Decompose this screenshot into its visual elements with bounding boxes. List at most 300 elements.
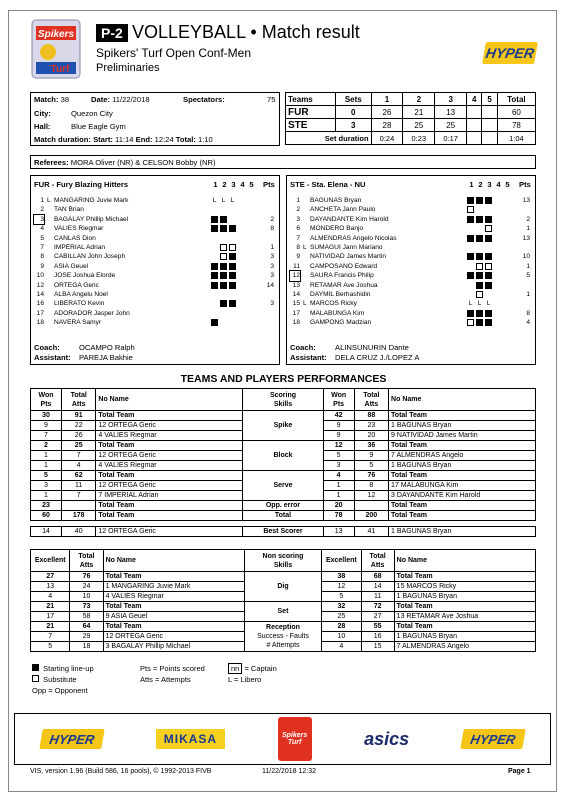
won-points-a: 9 [31, 421, 62, 431]
set-participation [467, 319, 510, 326]
player-name: ALBA Angelu Noel [54, 290, 108, 298]
total-attempts-a: 11 [61, 481, 95, 491]
empty-set-cell [503, 244, 510, 251]
best-scorer-label: Best Scorer [243, 527, 323, 537]
total-attempts-b: 72 [361, 602, 394, 612]
empty-set-cell [467, 291, 474, 298]
perf-header-skill: Scoring Skills [243, 389, 323, 411]
empty-set-cell [503, 310, 510, 317]
match-date: 11/22/2018 [112, 95, 150, 104]
team-b-title: STE - Sta. Elena - NU [290, 180, 366, 189]
sponsor-hyper-logo: HYPER [39, 729, 105, 749]
player-number: 18 [36, 319, 44, 327]
total-attempts-b: 20 [354, 431, 388, 441]
player-name-b: 1 BAGUNAS Bryan [394, 632, 535, 642]
total-attempts-b: 15 [361, 642, 394, 652]
empty-set-cell [494, 282, 501, 289]
player-name-a: Total Team [96, 411, 243, 421]
player-name-a: Total Team [103, 602, 244, 612]
player-row [290, 196, 534, 205]
won-points-b: 38 [322, 572, 361, 582]
player-number: 12 [290, 271, 300, 280]
empty-set-cell [247, 300, 254, 307]
set-participation [211, 310, 254, 317]
perf-header-att: Total Atts [70, 550, 103, 572]
player-name-b: Total Team [394, 572, 535, 582]
empty-set-cell [211, 253, 218, 260]
won-points-b: 5 [322, 592, 361, 602]
libero-mark: L [221, 197, 226, 204]
player-name: SAURA Francis Philip [310, 272, 374, 280]
player-points: 2 [526, 215, 530, 223]
empty-set-cell [485, 244, 492, 251]
starting-square-icon [211, 225, 218, 232]
empty-set-cell [503, 319, 510, 326]
player-points: 1 [270, 243, 274, 251]
player-row [34, 309, 278, 318]
won-points-b: 78 [323, 511, 354, 521]
best-scorer-row [31, 527, 536, 537]
set-header: 5 [249, 180, 254, 189]
player-row [34, 205, 278, 214]
empty-set-cell [503, 282, 510, 289]
substitute-square-icon [476, 263, 483, 270]
player-number: 11 [293, 262, 300, 270]
total-attempts-a: 10 [70, 592, 103, 602]
won-points-b: 12 [323, 441, 354, 451]
player-number: 2 [40, 206, 44, 214]
player-row [34, 224, 278, 233]
perf-row [31, 572, 536, 582]
total-attempts-b: 14 [361, 582, 394, 592]
player-number: 17 [292, 309, 300, 317]
won-points-a: 4 [31, 592, 70, 602]
empty-set-cell [503, 235, 510, 242]
best-name-b: 1 BAGUNAS Bryan [389, 527, 536, 537]
player-row [34, 281, 278, 290]
won-points-a: 7 [31, 632, 70, 642]
player-name-a: Total Team [103, 622, 244, 632]
total-attempts-b: 9 [354, 451, 388, 461]
player-name: NATIVIDAD James Martin [310, 253, 387, 261]
won-points-a: 2 [31, 441, 62, 451]
best-won-b: 13 [323, 527, 354, 537]
total-attempts-a: 4 [61, 461, 95, 471]
player-name-b: Total Team [394, 622, 535, 632]
player-row [290, 299, 534, 308]
empty-set-cell [238, 206, 245, 213]
set-header: 5 [505, 180, 510, 189]
report-code-badge: P-2 [96, 24, 128, 42]
starting-square-icon [467, 235, 474, 242]
empty-set-cell [503, 263, 510, 270]
footer-version: VIS, version 1.96 (Build 586, 16 pools), © 1992-2013 FIVB [30, 768, 212, 775]
empty-set-cell [229, 291, 236, 298]
starting-square-icon [476, 235, 483, 242]
player-name-b: 7 ALMENDRAS Angelo [394, 642, 535, 652]
player-name: IMPERIAL Adrian [54, 243, 106, 251]
total-attempts-b: 12 [354, 491, 388, 501]
empty-set-cell [247, 253, 254, 260]
substitute-square-icon [32, 675, 39, 682]
perf-row [31, 501, 536, 511]
total-attempts-b [354, 501, 388, 511]
empty-set-cell [211, 206, 218, 213]
starting-square-icon [220, 225, 227, 232]
empty-set-cell [485, 206, 492, 213]
empty-set-cell [494, 206, 501, 213]
perf-header-name: No Name [394, 550, 535, 572]
set-participation [211, 216, 254, 223]
match-hall: Blue Eagle Gym [71, 122, 126, 131]
player-name: ASIA Geuel [54, 262, 89, 270]
set-header: 4 [496, 180, 501, 189]
player-name: RETAMAR Ave Joshua [310, 281, 378, 289]
set-participation [211, 263, 254, 270]
sponsors-bar [14, 713, 551, 765]
empty-set-cell [247, 206, 254, 213]
total-attempts-a: 25 [61, 441, 95, 451]
competition-phase: Preliminaries [96, 62, 160, 74]
won-points-a: 17 [31, 612, 70, 622]
player-name-b: 3 DAYANDANTE Kim Harold [389, 491, 536, 501]
player-number: 8 [40, 253, 44, 261]
perf-header-name: No Name [389, 389, 536, 411]
player-row [34, 299, 278, 308]
won-points-a: 1 [31, 491, 62, 501]
competition-name: Spikers' Turf Open Conf-Men [96, 46, 252, 60]
won-points-b: 12 [322, 582, 361, 592]
empty-set-cell [238, 282, 245, 289]
player-name-a: 9 ASIA Geuel [103, 612, 244, 622]
starting-square-icon [467, 310, 474, 317]
player-number: 12 [36, 281, 44, 289]
perf-row [31, 411, 536, 421]
starting-square-icon [211, 282, 218, 289]
player-number: 13 [292, 281, 300, 289]
won-points-b: 28 [322, 622, 361, 632]
player-name-a: 4 VALIES Riegmar [96, 431, 243, 441]
won-points-b: 10 [322, 632, 361, 642]
footer-timestamp: 11/22/2018 12:32 [262, 768, 316, 775]
nonscoring-skills-table [30, 549, 536, 652]
perf-row [31, 602, 536, 612]
empty-set-cell [238, 197, 245, 204]
perf-row [31, 441, 536, 451]
empty-set-cell [211, 244, 218, 251]
set-participation [211, 225, 254, 232]
empty-set-cell [220, 235, 227, 242]
set-participation [211, 206, 254, 213]
empty-set-cell [238, 272, 245, 279]
empty-set-cell [229, 206, 236, 213]
set-participation [211, 300, 254, 307]
legend-starting: Starting line-up [32, 664, 94, 673]
empty-set-cell [467, 282, 474, 289]
team-b-coach: ALINSUNURIN Dante [335, 343, 409, 352]
player-row [290, 243, 534, 252]
won-points-b: 20 [323, 501, 354, 511]
player-name-a: 12 ORTEGA Geric [96, 451, 243, 461]
player-name-a: 12 ORTEGA Geric [96, 421, 243, 431]
player-name-b: 9 NATIVIDAD James Martin [389, 431, 536, 441]
total-attempts-b: 36 [354, 441, 388, 451]
libero-flag: L [303, 243, 307, 251]
empty-set-cell [247, 235, 254, 242]
empty-set-cell [247, 319, 254, 326]
player-number: 1 [40, 197, 44, 204]
starting-square-icon [485, 253, 492, 260]
substitute-square-icon [485, 263, 492, 270]
svg-text:Spikers: Spikers [37, 29, 75, 40]
set-participation [211, 197, 254, 204]
player-name-b: Total Team [389, 511, 536, 521]
empty-set-cell [238, 263, 245, 270]
starting-square-icon [220, 216, 227, 223]
player-name-b: 1 BAGUNAS Bryan [394, 592, 535, 602]
team-a-coach: OCAMPO Ralph [79, 343, 135, 352]
won-points-a: 1 [31, 461, 62, 471]
player-name: DAYANDANTE Kim Harold [310, 215, 389, 223]
player-points: 8 [270, 225, 274, 233]
total-attempts-b: 11 [361, 592, 394, 602]
player-number: 7 [296, 234, 300, 242]
won-points-a: 21 [31, 622, 70, 632]
won-points-b: 4 [322, 642, 361, 652]
total-attempts-b: 27 [361, 612, 394, 622]
empty-set-cell [485, 291, 492, 298]
starting-square-icon [229, 263, 236, 270]
player-row [34, 262, 278, 271]
set-participation [467, 291, 510, 298]
starting-square-icon [211, 263, 218, 270]
player-name: CABILLAN John Joseph [54, 253, 126, 261]
player-number: 4 [40, 225, 44, 233]
empty-set-cell [503, 225, 510, 232]
player-number: 7 [40, 243, 44, 251]
set-header: 3 [231, 180, 236, 189]
sponsor-mikasa-logo: MIKASA [156, 729, 225, 749]
empty-set-cell [247, 272, 254, 279]
empty-set-cell [211, 291, 218, 298]
empty-set-cell [503, 253, 510, 260]
total-attempts-a: 7 [61, 451, 95, 461]
empty-set-cell [247, 216, 254, 223]
won-points-b: 5 [323, 451, 354, 461]
empty-set-cell [238, 225, 245, 232]
total-attempts-a: 24 [70, 582, 103, 592]
player-name-a: 4 VALIES Riegmar [96, 461, 243, 471]
empty-set-cell [503, 197, 510, 204]
total-attempts-b: 200 [354, 511, 388, 521]
perf-row [31, 471, 536, 481]
starting-square-icon [485, 282, 492, 289]
starting-square-icon [476, 282, 483, 289]
empty-set-cell [238, 319, 245, 326]
team-a-assistant: PAREJA Bakhie [79, 353, 133, 362]
total-attempts-a: 7 [61, 491, 95, 501]
set-participation [211, 244, 254, 251]
best-att-b: 41 [354, 527, 388, 537]
player-name: CAMPOSANO Edward [310, 262, 378, 270]
player-number: 16 [36, 300, 44, 308]
won-points-b: 42 [323, 411, 354, 421]
player-number: 15 [292, 300, 300, 308]
player-row [34, 318, 278, 327]
total-attempts-a: 29 [70, 632, 103, 642]
empty-set-cell [220, 319, 227, 326]
skill-name: Set [244, 602, 321, 622]
starting-square-icon [485, 235, 492, 242]
player-name: MANGARING Juvie Mark [54, 197, 129, 204]
starting-square-icon [220, 272, 227, 279]
skill-name: Serve [243, 471, 323, 501]
total-attempts-a: 91 [61, 411, 95, 421]
empty-set-cell [494, 225, 501, 232]
total-attempts-a: 26 [61, 431, 95, 441]
player-row [290, 215, 534, 224]
player-row [290, 309, 534, 318]
empty-set-cell [211, 235, 218, 242]
starting-square-icon [220, 282, 227, 289]
empty-set-cell [494, 244, 501, 251]
won-points-a: 7 [31, 431, 62, 441]
empty-set-cell [494, 216, 501, 223]
starting-square-icon [485, 272, 492, 279]
libero-mark: L [486, 300, 491, 308]
skill-name: Total [243, 511, 323, 521]
player-number: 18 [292, 319, 300, 327]
set-participation [467, 253, 510, 260]
set-participation [467, 225, 510, 232]
empty-set-cell [229, 310, 236, 317]
total-attempts-b: 16 [361, 632, 394, 642]
empty-set-cell [229, 235, 236, 242]
player-name-a: 3 BAGALAY Phillip Michael [103, 642, 244, 652]
team-a-title: FUR - Fury Blazing Hitters [34, 180, 129, 189]
team-b-assistant: DELA CRUZ J./LOPEZ A [335, 353, 420, 362]
referees-box: Referees: MORA Oliver (NR) & CELSON Bobby (NR) [30, 155, 536, 169]
starting-square-icon [229, 225, 236, 232]
skill-name: Opp. error [243, 501, 323, 511]
player-name-a: Total Team [103, 572, 244, 582]
total-attempts-b: 88 [354, 411, 388, 421]
empty-set-cell [476, 206, 483, 213]
perf-header-won: Excellent [322, 550, 361, 572]
won-points-b: 1 [323, 491, 354, 501]
empty-set-cell [229, 319, 236, 326]
empty-set-cell [247, 244, 254, 251]
empty-set-cell [247, 225, 254, 232]
best-name-a: 12 ORTEGA Geric [96, 527, 243, 537]
empty-set-cell [503, 216, 510, 223]
player-name: ANCHETA Jann Paulo [310, 206, 376, 214]
perf-header-row [31, 389, 536, 411]
won-points-a: 27 [31, 572, 70, 582]
skill-label: Reception [266, 624, 300, 631]
perf-header-row [31, 550, 536, 572]
legend-captain: nn = Captain [228, 664, 277, 673]
player-name-a: Total Team [96, 511, 243, 521]
player-row [34, 243, 278, 252]
empty-set-cell [503, 206, 510, 213]
set-participation [467, 310, 510, 317]
starting-square-icon [485, 216, 492, 223]
set-header: 1 [469, 180, 474, 189]
player-name: MONDERO Banjo [310, 225, 364, 233]
perf-header-won: Excellent [31, 550, 70, 572]
player-name: BAGUNAS Bryan [310, 197, 362, 204]
player-name-b: Total Team [389, 471, 536, 481]
player-name-b: Total Team [394, 602, 535, 612]
set-participation [211, 235, 254, 242]
player-number: 2 [296, 206, 300, 214]
player-number: 9 [40, 262, 44, 270]
empty-set-cell [211, 310, 218, 317]
legend-opponent: Opp = Opponent [32, 686, 88, 695]
total-attempts-a: 22 [61, 421, 95, 431]
won-points-a: 1 [31, 451, 62, 461]
won-points-b: 4 [323, 471, 354, 481]
player-number: 5 [40, 234, 44, 242]
empty-set-cell [229, 216, 236, 223]
empty-set-cell [238, 291, 245, 298]
referees-names: MORA Oliver (NR) & CELSON Bobby (NR) [70, 158, 216, 167]
player-row [290, 224, 534, 233]
player-points: 13 [522, 197, 530, 204]
player-name: LIBERATO Kevin [54, 300, 105, 308]
set-participation [467, 197, 510, 204]
empty-set-cell [494, 197, 501, 204]
starting-square-icon [229, 300, 236, 307]
player-name: TAN Brian [54, 206, 84, 214]
player-name: ADORADOR Jasper John [54, 309, 130, 317]
set-participation [211, 253, 254, 260]
score-row-ste: STE 3 28 25 25 78 [286, 119, 536, 132]
empty-set-cell [494, 235, 501, 242]
starting-square-icon [485, 310, 492, 317]
empty-set-cell [494, 253, 501, 260]
substitute-square-icon [229, 244, 236, 251]
set-participation [467, 272, 510, 279]
player-number: 17 [36, 309, 44, 317]
won-points-a: 5 [31, 642, 70, 652]
player-name-b: 7 ALMENDRAS Angelo [389, 451, 536, 461]
skill-name: Block [243, 441, 323, 471]
player-points: 5 [526, 272, 530, 280]
set-participation [467, 300, 510, 307]
match-info-box: Match: 38 Date: 11/22/2018 Spectators: 75 City: Quezon City Hall: Blue Eagle Gym Match duration: Start: 11:14 End: 12:24 Total: 1:10 [30, 92, 280, 146]
player-name: CANLAS Dion [54, 234, 96, 242]
player-name-a: Total Team [96, 501, 243, 511]
starting-square-icon [229, 282, 236, 289]
perf-header-att: Total Atts [354, 389, 388, 411]
starting-square-icon [220, 300, 227, 307]
won-points-a: 60 [31, 511, 62, 521]
player-name: ORTEGA Geric [54, 281, 99, 289]
won-points-b: 9 [323, 421, 354, 431]
set-participation [467, 263, 510, 270]
total-attempts-a [61, 501, 95, 511]
player-name-b: 1 BAGUNAS Bryan [389, 421, 536, 431]
sponsor-spikers-turf-logo: Spikers Turf [278, 717, 312, 761]
skill-label: Success - Faults [257, 633, 309, 640]
player-number: 9 [296, 253, 300, 261]
player-name-b: 17 MALABUNGA Kim [389, 481, 536, 491]
empty-set-cell [220, 291, 227, 298]
empty-set-cell [503, 291, 510, 298]
player-name-b: 1 BAGUNAS Bryan [389, 461, 536, 471]
